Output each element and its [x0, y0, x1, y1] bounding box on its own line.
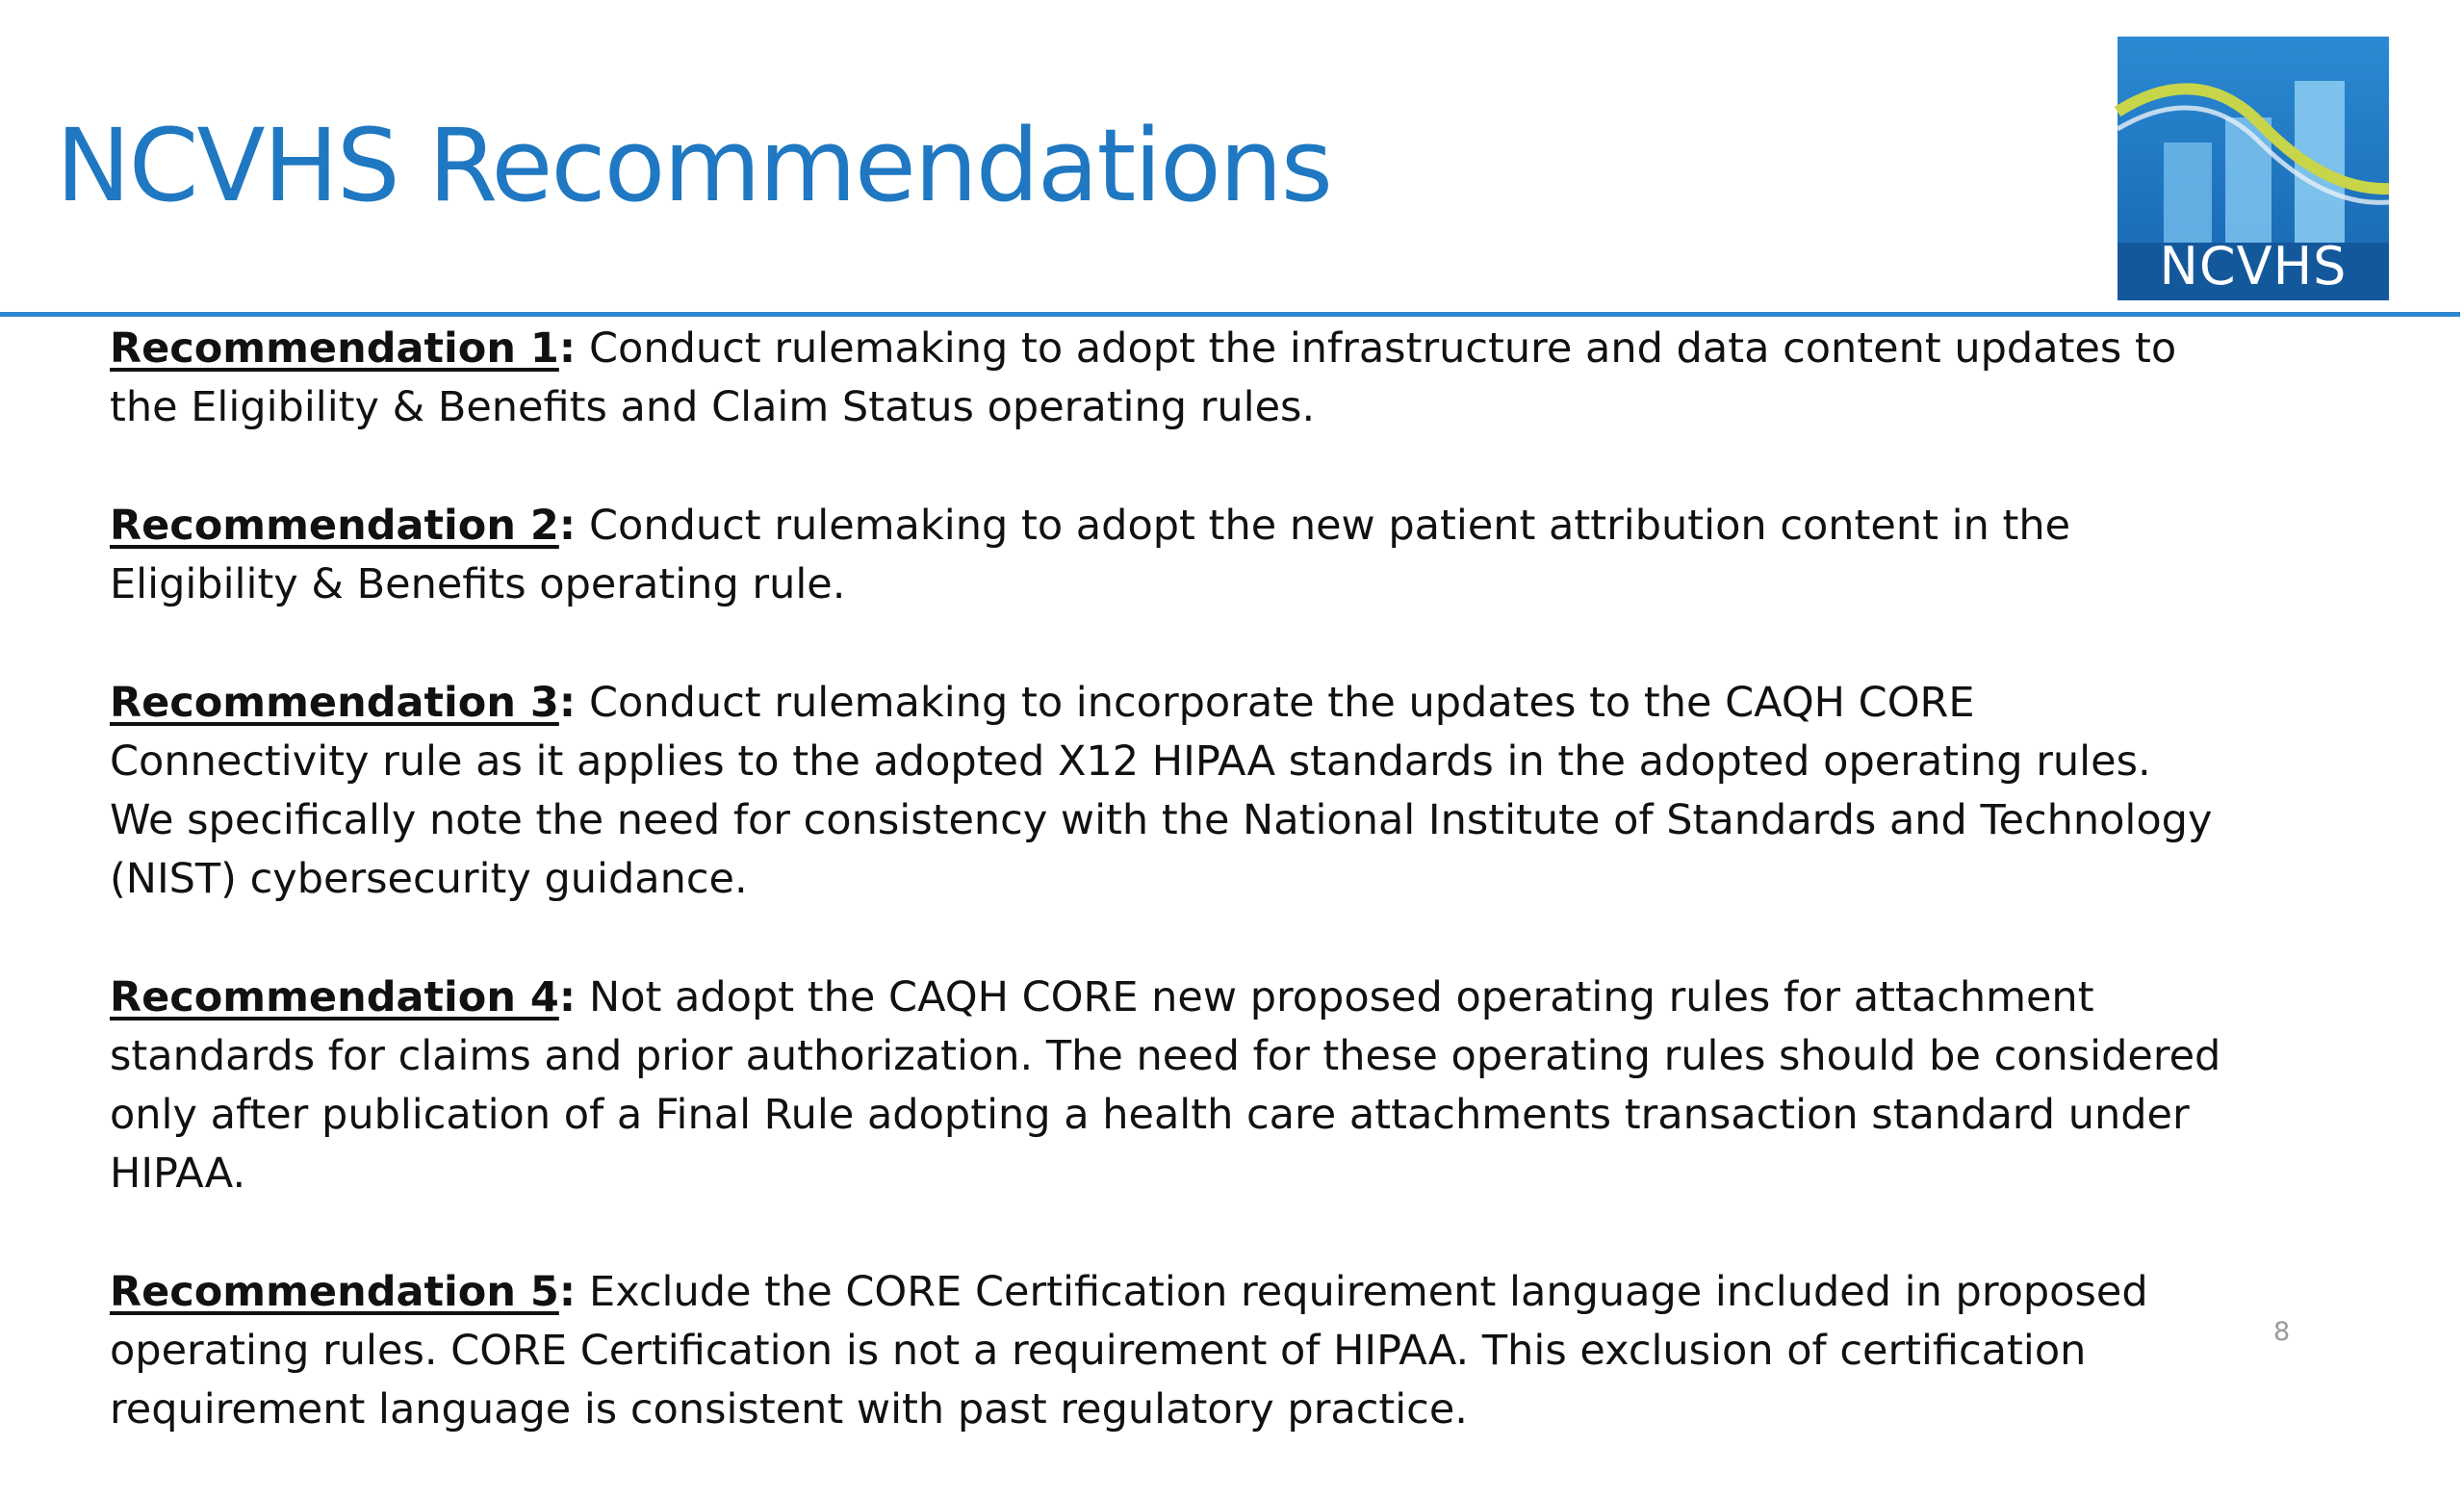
recommendation-4-text: Not adopt the CAQH CORE new proposed operating rules for attachment standards for claims and prior authorization. The need for these operating rules should be considered only after publication of a Final Rule adopting a health care attachments transaction standard under HIPAA.: [110, 973, 2221, 1198]
recommendation-5-label: Recommendation 5: [110, 1268, 559, 1316]
recommendation-3-label: Recommendation 3: [110, 679, 559, 727]
recommendation-4: [110, 969, 2227, 1203]
recommendation-5: [110, 1263, 2227, 1439]
recommendation-3-text: Conduct rulemaking to incorporate the updates to the CAQH CORE Connectivity rule as it applies to the adopted X12 HIPAA standards in the adopted operating rules. We specifically note the need for consistency with the National Institute of Standards and Technology (NIST) cybersecurity guidance.: [110, 679, 2213, 903]
logo-text: NCVHS: [2159, 236, 2348, 297]
title-divider: [0, 312, 2460, 317]
recommendation-5-colon: :: [558, 1268, 577, 1316]
recommendation-2-label: Recommendation 2: [110, 502, 559, 550]
recommendations-list: [110, 320, 2227, 1499]
recommendation-3-colon: :: [558, 679, 577, 727]
recommendation-1-colon: :: [558, 324, 577, 373]
recommendation-5-text: Exclude the CORE Certification requirement language included in proposed operating rules. CORE Certification is not a requirement of HIPAA. This exclusion of certification requirement language is consistent with past regulatory practice.: [110, 1268, 2148, 1434]
recommendation-3: [110, 674, 2227, 909]
recommendation-4-label: Recommendation 4: [110, 973, 559, 1021]
recommendation-4-colon: :: [558, 973, 577, 1021]
recommendation-2: [110, 497, 2227, 614]
page-number: 8: [2273, 1317, 2291, 1347]
slide-title: NCVHS Recommendations: [56, 107, 1331, 224]
recommendation-2-colon: :: [558, 502, 577, 550]
recommendation-1: [110, 320, 2227, 437]
ncvhs-logo: [2118, 37, 2389, 300]
recommendation-2-text: Conduct rulemaking to adopt the new patient attribution content in the Eligibility & Benefits operating rule.: [110, 502, 2071, 608]
recommendation-1-text: Conduct rulemaking to adopt the infrastructure and data content updates to the Eligibility & Benefits and Claim Status operating rules.: [110, 324, 2177, 431]
recommendation-1-label: Recommendation 1: [110, 324, 559, 373]
